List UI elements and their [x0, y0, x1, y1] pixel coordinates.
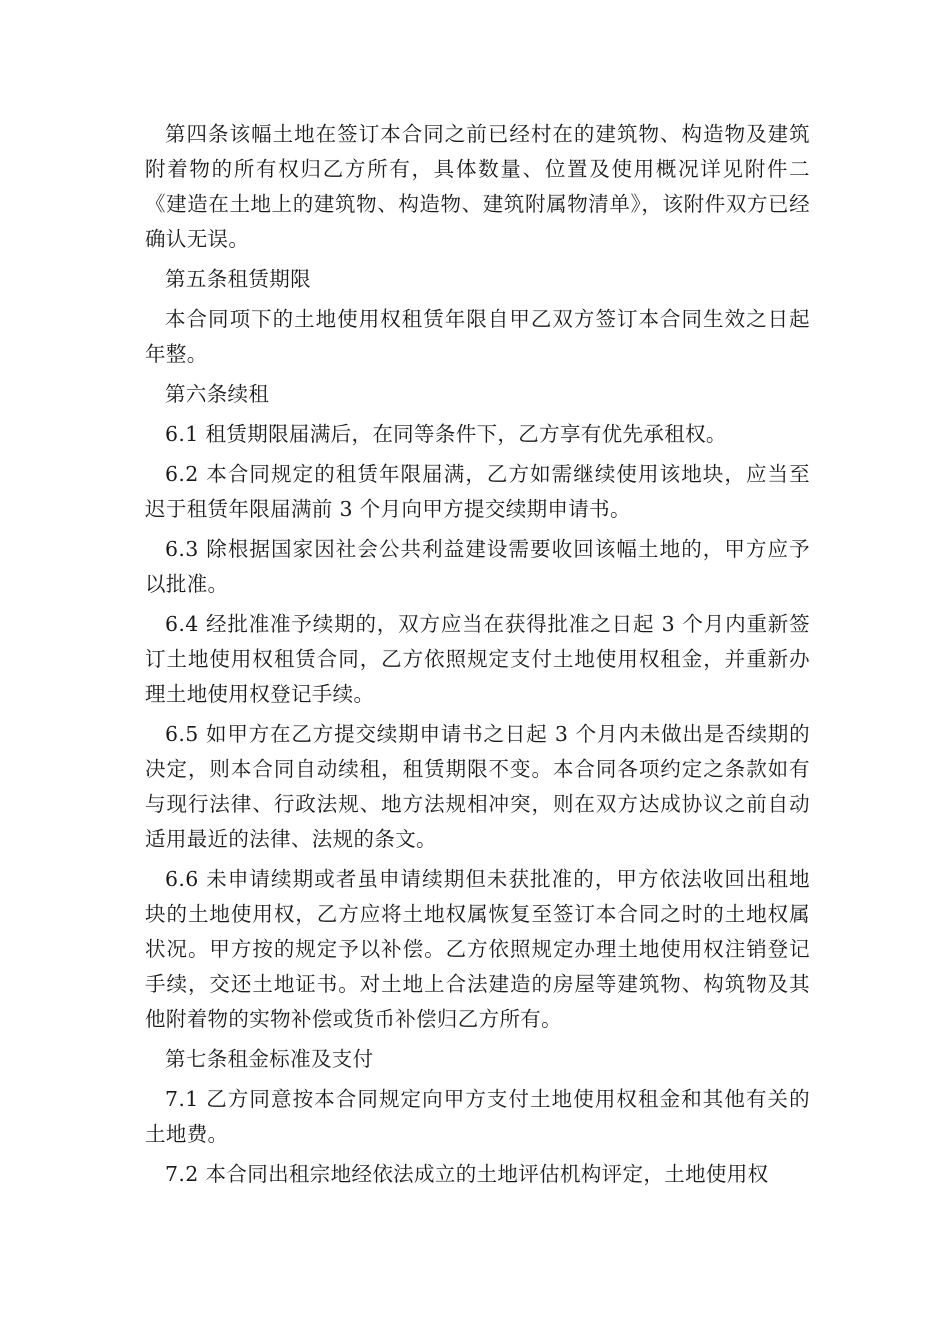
heading-article-6: 第六条续租 [165, 382, 270, 406]
paragraph-lease-term: 本合同项下的土地使用权租赁年限自甲乙双方签订本合同生效之日起年整。 [145, 307, 810, 366]
clause-6-2: 6.2 本合同规定的租赁年限届满，乙方如需继续使用该地块，应当至迟于租赁年限届满前 3 个月向甲方提交续期申请书。 [145, 462, 810, 521]
clause-6-3: 6.3 除根据国家因社会公共利益建设需要收回该幅土地的，甲方应予以批准。 [145, 537, 810, 596]
heading-article-5: 第五条租赁期限 [165, 267, 311, 291]
heading-article-7: 第七条租金标准及支付 [165, 1047, 374, 1071]
clause-6-1: 6.1 租赁期限届满后，在同等条件下，乙方享有优先承租权。 [165, 422, 727, 446]
document-page [145, 117, 810, 1197]
clause-6-6: 6.6 未申请续期或者虽申请续期但未获批准的，甲方依法收回出租地块的土地使用权，乙方应将土地权属恢复至签订本合同之时的土地权属状况。甲方按的规定予以补偿。乙方依照规定办理土地使用权注销登记手续，交还土地证书。对土地上合法建造的房屋等建筑物、构筑物及其他附着物的实物补偿或货币补偿归乙方所有。 [145, 867, 810, 1031]
clause-6-5: 6.5 如甲方在乙方提交续期申请书之日起 3 个月内未做出是否续期的决定，则本合同自动续租，租赁期限不变。本合同各项约定之条款如有与现行法律、行政法规、地方法规相冲突，则在双方达成协议之前自动适用最近的法律、法规的条文。 [145, 722, 810, 851]
clause-7-1: 7.1 乙方同意按本合同规定向甲方支付土地使用权租金和其他有关的土地费。 [145, 1087, 810, 1146]
clause-7-2: 7.2 本合同出租宗地经依法成立的土地评估机构评定，土地使用权 [165, 1162, 769, 1186]
clause-6-4: 6.4 经批准准予续期的，双方应当在获得批准之日起 3 个月内重新签订土地使用权租赁合同，乙方依照规定支付土地使用权租金，并重新办理土地使用权登记手续。 [145, 612, 810, 706]
paragraph-article-4: 第四条该幅土地在签订本合同之前已经村在的建筑物、构造物及建筑附着物的所有权归乙方所有，具体数量、位置及使用概况详见附件二《建造在土地上的建筑物、构造物、建筑附属物清单》，该附件双方已经确认无误。 [145, 122, 810, 251]
